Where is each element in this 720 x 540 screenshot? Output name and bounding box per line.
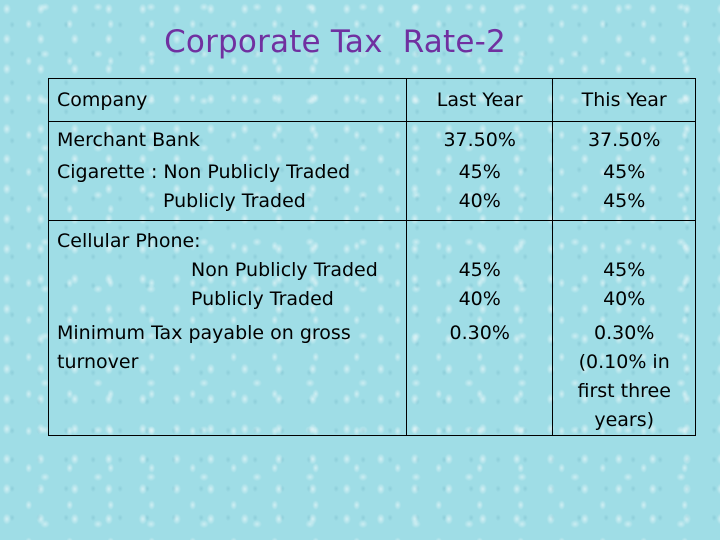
company-sublabel: Publicly Traded: [191, 288, 334, 310]
corporate-tax-table: [48, 78, 696, 436]
slide-title: Corporate Tax Rate-2: [164, 24, 506, 60]
company-label: Merchant Bank: [57, 129, 200, 151]
last-year-cell: [406, 221, 552, 318]
this-year-cell: [553, 317, 696, 436]
company-cell: [49, 317, 407, 436]
company-label: Cigarette : Non Publicly Traded: [57, 161, 351, 183]
header-company: Company: [49, 79, 407, 122]
rate-note: (0.10% in: [578, 351, 670, 373]
rate-value: 45%: [603, 190, 646, 212]
company-label: Minimum Tax payable on gross: [57, 322, 351, 344]
table-row: [49, 221, 696, 318]
rate-value: 37.50%: [443, 129, 516, 151]
company-label: turnover: [57, 351, 139, 373]
rate-note: years): [594, 409, 655, 431]
rate-value: 45%: [603, 161, 646, 183]
rate-value: 40%: [458, 190, 501, 212]
header-this-year: This Year: [553, 79, 696, 122]
table-header-row: [49, 79, 696, 122]
rate-note: first three: [577, 380, 671, 402]
company-cell: [49, 122, 407, 159]
company-label: Cellular Phone:: [57, 230, 201, 252]
rate-value: 40%: [603, 288, 646, 310]
company-cell: [49, 158, 407, 221]
last-year-cell: [406, 158, 552, 221]
table-row: [49, 122, 696, 159]
rate-value: 45%: [603, 259, 646, 281]
rate-value: 45%: [458, 161, 501, 183]
table-row: [49, 158, 696, 221]
this-year-cell: [553, 158, 696, 221]
rate-value: 0.30%: [594, 322, 655, 344]
header-last-year: Last Year: [406, 79, 552, 122]
table-row: [49, 317, 696, 436]
this-year-cell: [553, 122, 696, 159]
this-year-cell: [553, 221, 696, 318]
company-sublabel: Publicly Traded: [163, 190, 306, 212]
rate-value: 40%: [458, 288, 501, 310]
last-year-cell: [406, 122, 552, 159]
company-cell: [49, 221, 407, 318]
rate-value: 37.50%: [587, 129, 661, 151]
company-sublabel: Non Publicly Traded: [191, 259, 378, 281]
rate-value: 0.30%: [449, 322, 510, 344]
last-year-cell: [406, 317, 552, 436]
rate-value: 45%: [458, 259, 501, 281]
